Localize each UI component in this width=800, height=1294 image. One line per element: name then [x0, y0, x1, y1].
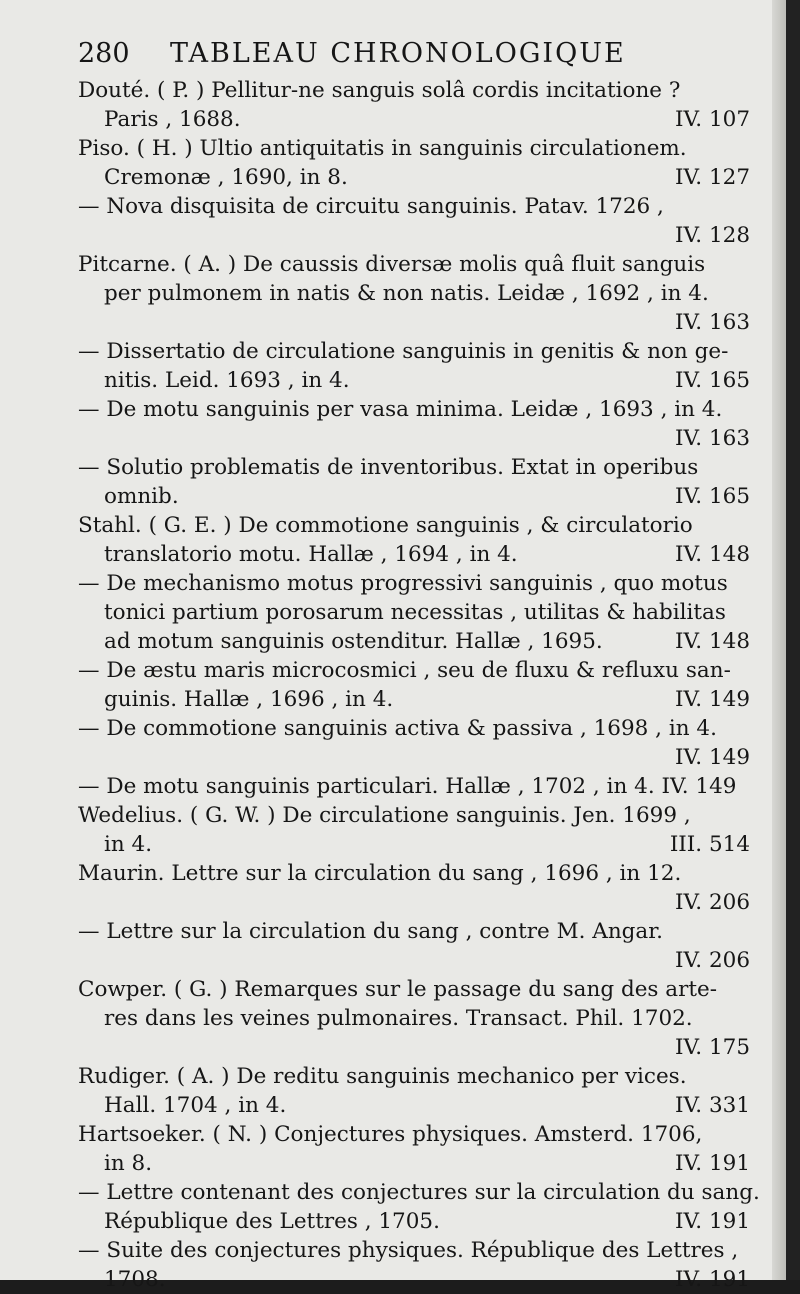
entry-text: Stahl. ( G. E. ) De commotione sanguinis , & circulatorio	[78, 513, 693, 538]
entry-line	[78, 1120, 750, 1149]
entry-line	[78, 308, 750, 337]
entry-text: in 8.	[104, 1151, 153, 1176]
entry-line	[78, 1236, 750, 1265]
entry-text: — De commotione sanguinis activa & passiva , 1698 , in 4.	[78, 716, 717, 741]
entry-line	[78, 221, 750, 250]
volume-reference: IV. 191	[675, 1267, 750, 1292]
entry-line	[78, 279, 750, 308]
volume-reference: IV. 165	[675, 484, 750, 509]
entry-line	[78, 395, 750, 424]
entry-text: Hartsoeker. ( N. ) Conjectures physiques. Amsterd. 1706,	[78, 1122, 703, 1147]
entry-line	[78, 134, 750, 163]
entry-text: Hall. 1704 , in 4.	[104, 1093, 287, 1118]
volume-reference: IV. 331	[675, 1093, 750, 1118]
entry-line	[78, 424, 750, 453]
entry-line	[78, 975, 750, 1004]
volume-reference: IV. 191	[675, 1209, 750, 1234]
entry-line	[78, 540, 750, 569]
page-edge	[786, 0, 800, 1280]
volume-reference: IV. 128	[675, 223, 750, 248]
entry-line	[78, 337, 750, 366]
entry-line	[78, 1004, 750, 1033]
entry-text: — Nova disquisita de circuitu sanguinis. Patav. 1726 ,	[78, 194, 664, 219]
entry-line	[78, 1091, 750, 1120]
entry-line	[78, 801, 750, 830]
entry-line	[78, 714, 750, 743]
entry-line	[78, 946, 750, 975]
volume-reference: IV. 127	[675, 165, 750, 190]
entry-text: Douté. ( P. ) Pellitur-ne sanguis solâ cordis incitatione ?	[78, 78, 681, 103]
entry-line	[78, 163, 750, 192]
entry-line	[78, 1062, 750, 1091]
entry-text: — Dissertatio de circulatione sanguinis in genitis & non ge-	[78, 339, 729, 364]
entry-text: Rudiger. ( A. ) De reditu sanguinis mechanico per vices.	[78, 1064, 687, 1089]
entry-text: omnib.	[104, 484, 179, 509]
volume-reference: IV. 163	[675, 426, 750, 451]
entry-line	[78, 627, 750, 656]
running-title: TABLEAU CHRONOLOGIQUE	[170, 38, 626, 69]
entry-text: — De æstu maris microcosmici , seu de fluxu & refluxu san-	[78, 658, 731, 683]
volume-reference: IV. 148	[675, 629, 750, 654]
chronological-list	[78, 76, 760, 1294]
entry-text: Pitcarne. ( A. ) De caussis diversæ molis quâ fluit sanguis	[78, 252, 706, 277]
entry-line	[78, 888, 750, 917]
volume-reference: IV. 191	[675, 1151, 750, 1176]
volume-reference: IV. 149	[675, 687, 750, 712]
entry-line	[78, 1178, 760, 1207]
entry-line	[78, 685, 750, 714]
entry-text: nitis. Leid. 1693 , in 4.	[104, 368, 350, 393]
entry-text: — Solutio problematis de inventoribus. Extat in operibus	[78, 455, 699, 480]
entry-line	[78, 859, 750, 888]
volume-reference: IV. 107	[675, 107, 750, 132]
entry-text: 1708.	[104, 1267, 166, 1292]
entry-text: Wedelius. ( G. W. ) De circulatione sanguinis. Jen. 1699 ,	[78, 803, 691, 828]
entry-line	[78, 743, 750, 772]
entry-text: Cowper. ( G. ) Remarques sur le passage du sang des arte-	[78, 977, 718, 1002]
entry-line	[78, 250, 750, 279]
volume-reference: IV. 175	[675, 1035, 750, 1060]
entry-line	[78, 453, 750, 482]
entry-text: — Lettre contenant des conjectures sur la circulation du sang.	[78, 1180, 760, 1205]
volume-reference: IV. 149	[675, 745, 750, 770]
entry-text: translatorio motu. Hallæ , 1694 , in 4.	[104, 542, 518, 567]
entry-line	[78, 1149, 750, 1178]
entry-line	[78, 76, 750, 105]
entry-text: Piso. ( H. ) Ultio antiquitatis in sanguinis circulationem.	[78, 136, 687, 161]
entry-line	[78, 105, 750, 134]
entry-line	[78, 569, 750, 598]
entry-line	[78, 772, 750, 801]
entry-text: — De motu sanguinis particulari. Hallæ , 1702 , in 4. IV. 149	[78, 774, 737, 799]
entry-text: Maurin. Lettre sur la circulation du sang , 1696 , in 12.	[78, 861, 682, 886]
entry-text: République des Lettres , 1705.	[104, 1209, 440, 1234]
entry-text: tonici partium porosarum necessitas , utilitas & habilitas	[104, 600, 726, 625]
entry-line	[78, 366, 750, 395]
entry-line	[78, 192, 750, 221]
volume-reference: III. 514	[669, 832, 750, 857]
entry-text: in 4.	[104, 832, 153, 857]
entry-text: guinis. Hallæ , 1696 , in 4.	[104, 687, 394, 712]
entry-text: per pulmonem in natis & non natis. Leidæ , 1692 , in 4.	[104, 281, 709, 306]
volume-reference: IV. 165	[675, 368, 750, 393]
entry-text: — De mechanismo motus progressivi sanguinis , quo motus	[78, 571, 728, 596]
entry-text: — Suite des conjectures physiques. République des Lettres ,	[78, 1238, 739, 1263]
entry-line	[78, 1033, 750, 1062]
entry-line	[78, 1207, 750, 1236]
entry-line	[78, 511, 750, 540]
entry-line	[78, 656, 750, 685]
entry-text: — Lettre sur la circulation du sang , contre M. Angar.	[78, 919, 663, 944]
page-number: 280	[78, 38, 130, 69]
volume-reference: IV. 163	[675, 310, 750, 335]
entry-text: — De motu sanguinis per vasa minima. Leidæ , 1693 , in 4.	[78, 397, 723, 422]
entry-text: Paris , 1688.	[104, 107, 241, 132]
volume-reference: IV. 206	[675, 948, 750, 973]
entry-text: Cremonæ , 1690, in 8.	[104, 165, 348, 190]
entry-line	[78, 598, 750, 627]
entry-line	[78, 830, 750, 859]
entry-line	[78, 917, 750, 946]
entry-text: ad motum sanguinis ostenditur. Hallæ , 1695.	[104, 629, 603, 654]
entry-text: res dans les veines pulmonaires. Transact. Phil. 1702.	[104, 1006, 693, 1031]
volume-reference: IV. 206	[675, 890, 750, 915]
volume-reference: IV. 148	[675, 542, 750, 567]
page-header	[78, 36, 688, 72]
entry-line	[78, 482, 750, 511]
